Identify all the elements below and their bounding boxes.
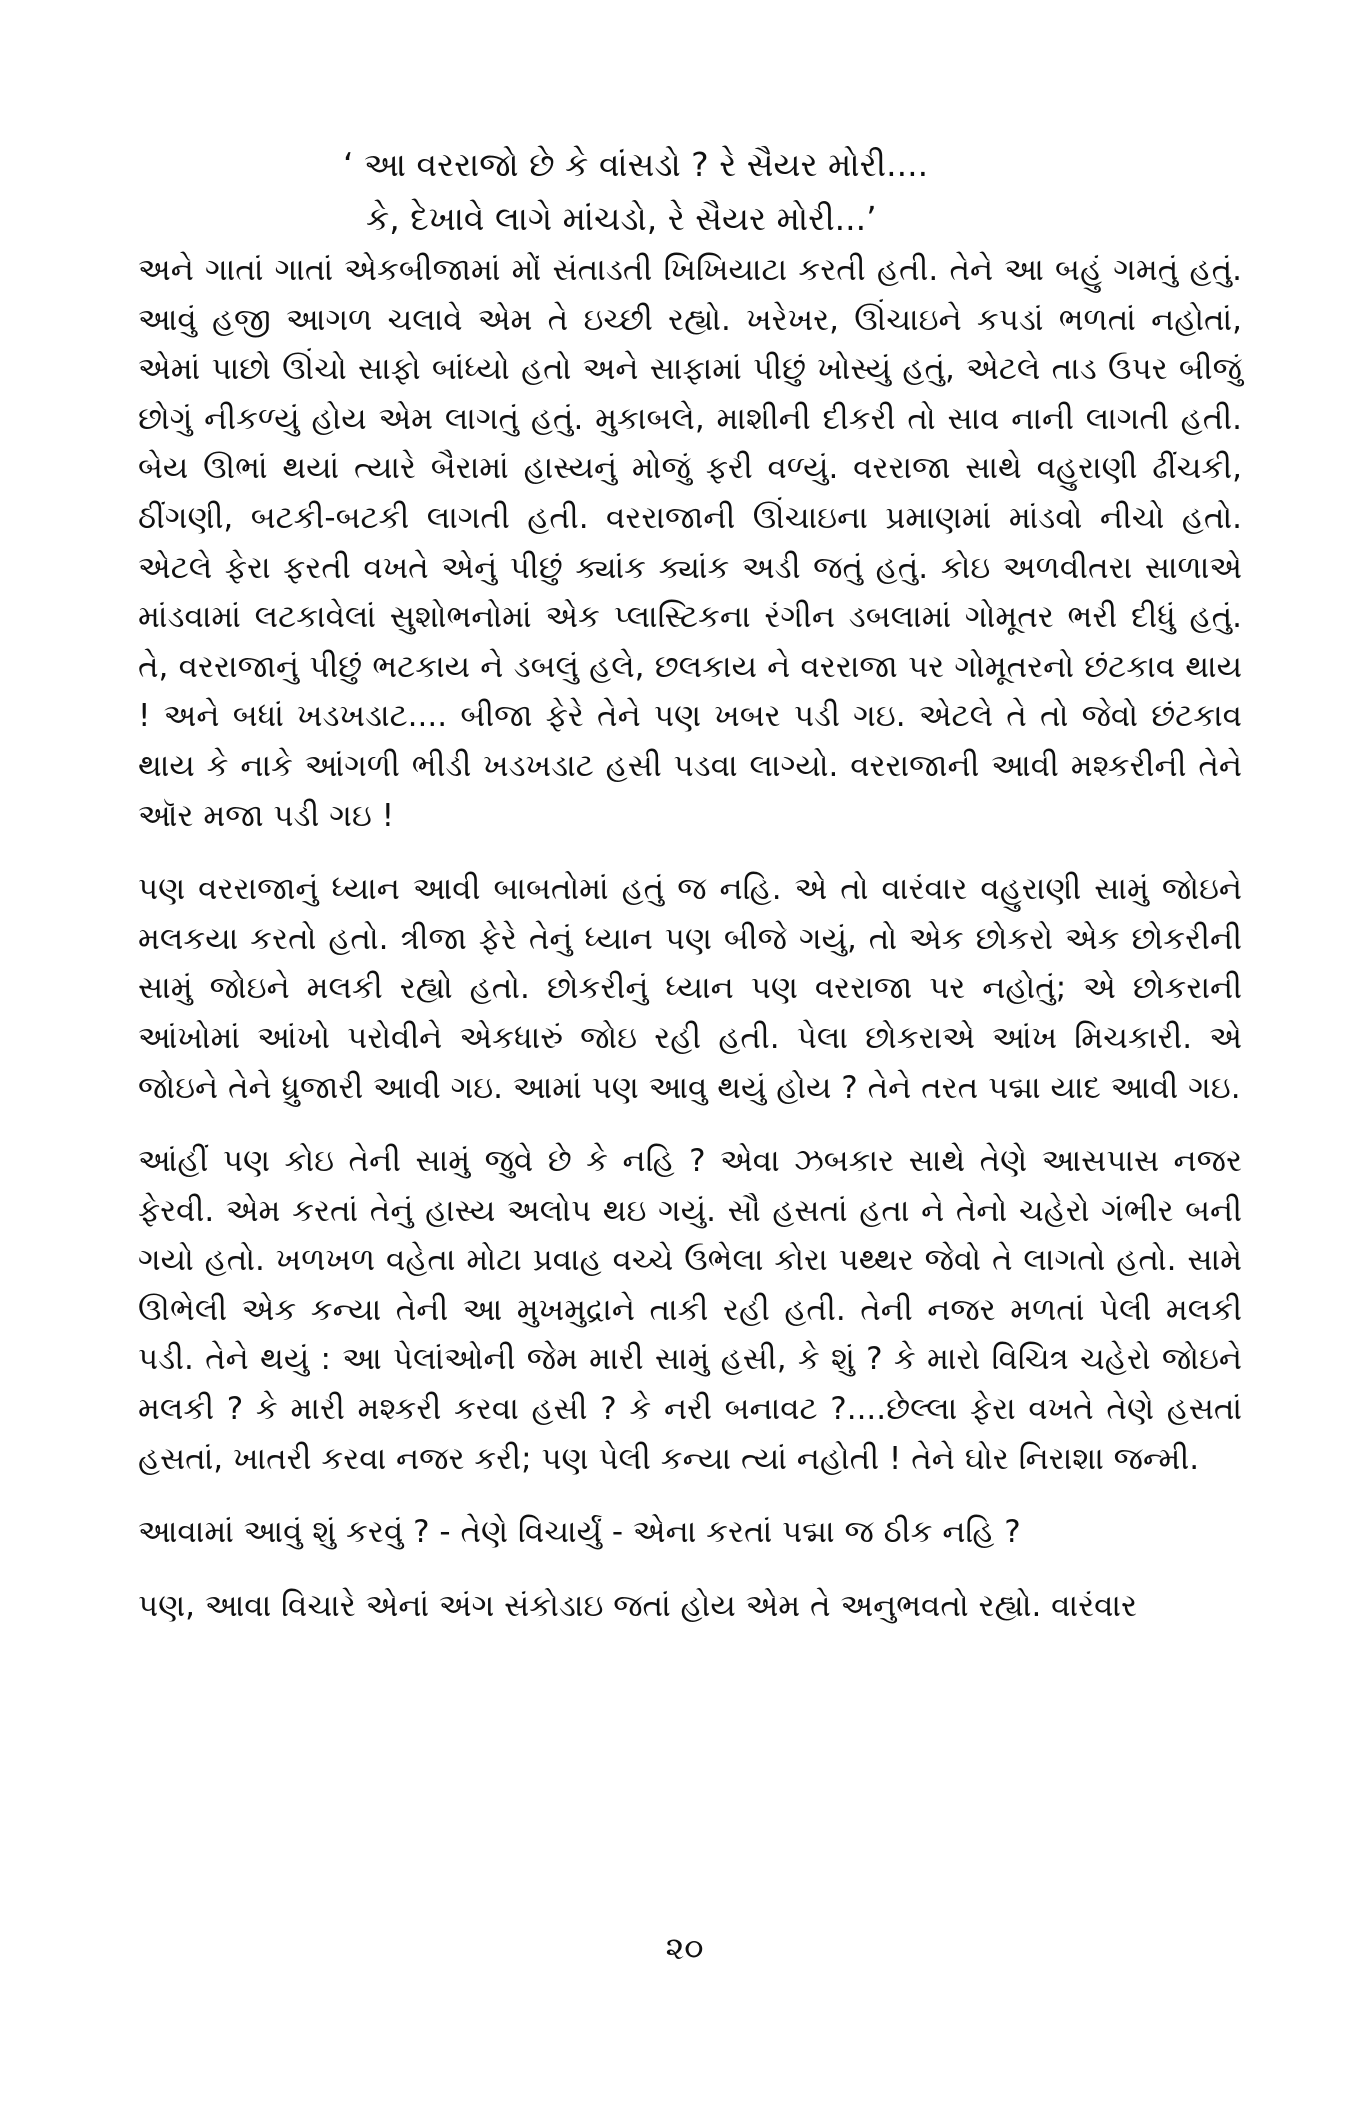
paragraph-3: આંહીં પણ કોઇ તેની સામું જુવે છે કે નહિ ? એવા ઝબકાર સાથે તેણે આસપાસ નજર ફેરવી. એમ કરતાં તેનું હાસ્ય અલોપ થઇ ગયું. સૌ હસતાં હતા ને તેનો ચહેરો ગંભીર બની ગયો હતો. ખળખળ વહેતા મોટા પ્રવાહ વચ્ચે ઉભેલા કોરા પથ્થર જેવો તે લાગતો હતો. સામે ઊભેલી એક કન્યા તેની આ મુખમુદ્રાને તાકી રહી હતી. તેની નજર મળતાં પેલી મલકી પડી. તેને થયું : આ પેલાંઓની જેમ મારી સામું હસી, કે શું ? કે મારો વિચિત્ર ચહેરો જોઇને મલકી ? કે મારી મશ્કરી કરવા હસી ? કે નરી બનાવટ ?....છેલ્લા ફેરા વખતે તેણે હસતાં હસતાં, ખાતરી કરવા નજર કરી; પણ પેલી કન્યા ત્યાં નહોતી ! તેને ઘોર નિરાશા જન્મી.	[138, 1143, 1242, 1477]
paragraph-5: પણ, આવા વિચારે એનાં અંગ સંકોડાઇ જતાં હોય એમ તે અનુભવતો રહ્યો. વારંવાર	[138, 1587, 1138, 1624]
paragraph-1: અને ગાતાં ગાતાં એકબીજામાં મોં સંતાડતી ખિખિયાટા કરતી હતી. તેને આ બહું ગમતું હતું. આવું હજી આગળ ચલાવે એમ તે ઇચ્છી રહ્યો. ખરેખર, ઊંચાઇને કપડાં ભળતાં નહોતાં, એમાં પાછો ઊંચો સાફો બાંધ્યો હતો અને સાફામાં પીછું ખોસ્યું હતું, એટલે તાડ ઉપર બીજું છોગું નીકળ્યું હોય એમ લાગતું હતું. મુકાબલે, માશીની દીકરી તો સાવ નાની લાગતી હતી. બેય ઊભાં થયાં ત્યારે બૈરામાં હાસ્યનું મોજું ફરી વળ્યું. વરરાજા સાથે વહુરાણી ઢીંચકી, ઠીંગણી, બટકી-બટકી લાગતી હતી. વરરાજાની ઊંચાઇના પ્રમાણમાં માંડવો નીચો હતો. એટલે ફેરા ફરતી વખતે એનું પીછું ક્યાંક ક્યાંક અડી જતું હતું. કોઇ અળવીતરા સાળાએ માંડવામાં લટકાવેલાં સુશોભનોમાં એક પ્લાસ્ટિકના રંગીન ડબલામાં ગોમૂતર ભરી દીધું હતું. તે, વરરાજાનું પીછું ભટકાય ને ડબલું હલે, છલકાય ને વરરાજા પર ગોમૂતરનો છંટકાવ થાય ! અને બધાં ખડખડાટ.... બીજા ફેરે તેને પણ ખબર પડી ગઇ. એટલે તે તો જેવો છંટકાવ થાય કે નાકે આંગળી ભીડી ખડખડાટ હસી પડવા લાગ્યો. વરરાજાની આવી મશ્કરીની તેને ઑર મજા પડી ગઇ !	[138, 252, 1242, 834]
verse-line-1: ‘ આ વરરાજો છે કે વાંસડો ? રે સૈયર મોરી....	[343, 145, 929, 184]
page-text	[138, 138, 1242, 1631]
paragraph-2: પણ વરરાજાનું ધ્યાન આવી બાબતોમાં હતું જ નહિ. એ તો વારંવાર વહુરાણી સામું જોઇને મલકયા કરતો હતો. ત્રીજા ફેરે તેનું ધ્યાન પણ બીજે ગયું, તો એક છોકરો એક છોકરીની સામું જોઇને મલકી રહ્યો હતો. છોકરીનું ધ્યાન પણ વરરાજા પર નહોતું; એ છોકરાની આંખોમાં આંખો પરોવીને એકધારું જોઇ રહી હતી. પેલા છોકરાએ આંખ મિચકારી. એ જોઇને તેને ધ્રુજારી આવી ગઇ. આમાં પણ આવુ થયું હોય ? તેને તરત પદ્મા યાદ આવી ગઇ.	[138, 871, 1242, 1106]
verse-line-2: કે, દેખાવે લાગે માંચડો, રે સૈયર મોરી...’	[366, 199, 877, 238]
paragraph-4: આવામાં આવું શું કરવું ? - તેણે વિચાર્યું - એના કરતાં પદ્મા જ ઠીક નહિ ?	[138, 1514, 1021, 1551]
page-number: ૨૦	[665, 1929, 704, 1967]
